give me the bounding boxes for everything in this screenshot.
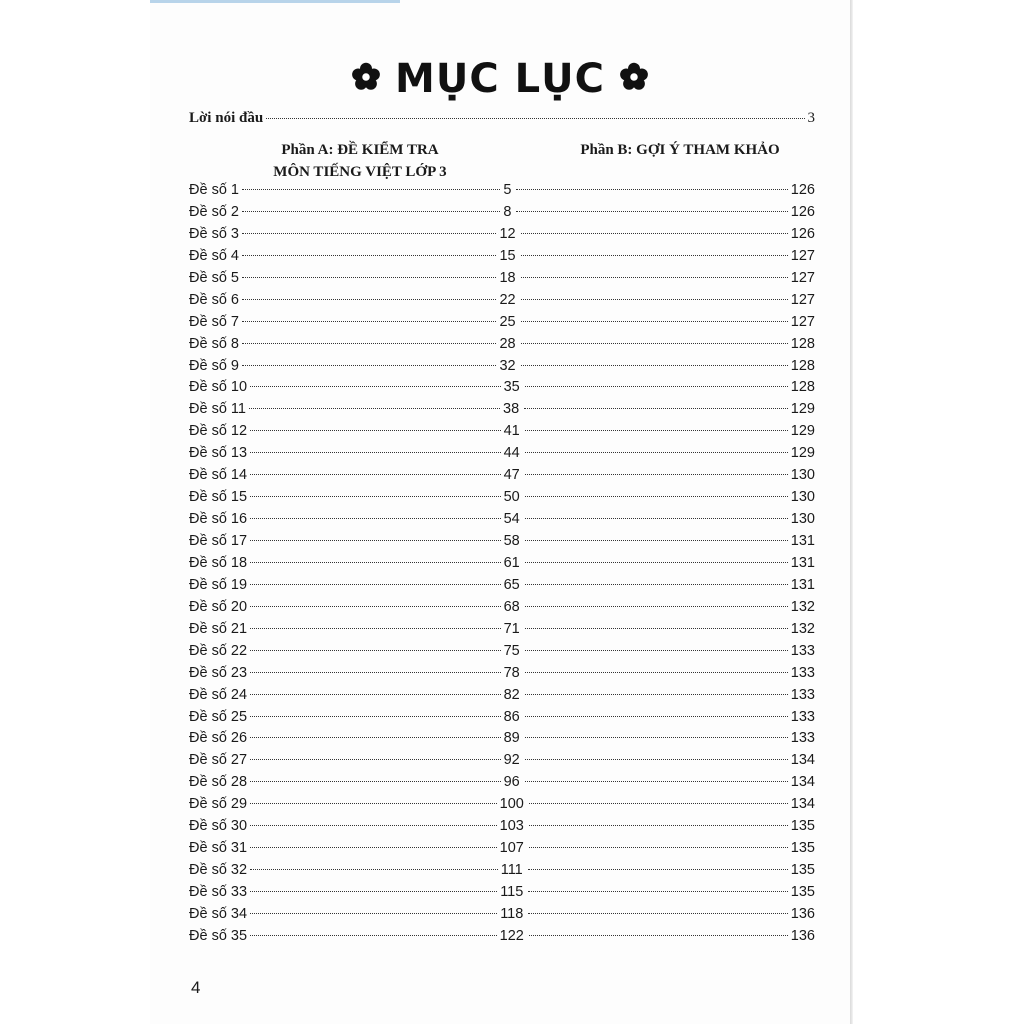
entry-page-b: 129 (790, 401, 815, 418)
dot-leader (250, 496, 501, 497)
entry-page-a: 25 (499, 313, 516, 330)
entry-name: Đề số 7 (189, 313, 239, 330)
entry-page-a: 15 (499, 247, 516, 264)
toc-entry (189, 641, 815, 663)
toc-entry (189, 180, 815, 202)
dot-leader (529, 935, 788, 936)
dot-leader (525, 518, 788, 519)
toc-entry (189, 750, 815, 772)
dot-leader (521, 343, 788, 344)
entry-name: Đề số 26 (189, 730, 248, 747)
entry-name: Đề số 15 (189, 489, 248, 506)
toc-entry (189, 663, 815, 685)
toc-entry (189, 399, 815, 421)
dot-leader (525, 650, 788, 651)
part-b-line1: Phần B: GỢI Ý THAM KHẢO (580, 142, 780, 158)
entry-name: Đề số 23 (189, 664, 248, 681)
dot-leader (525, 694, 788, 695)
toc-entry (189, 356, 815, 378)
entry-page-a: 47 (503, 467, 520, 484)
entry-name: Đề số 1 (189, 182, 239, 198)
entry-name: Đề số 8 (189, 335, 239, 352)
dot-leader (525, 759, 788, 760)
preface-page: 3 (807, 110, 815, 126)
dot-leader (525, 584, 788, 585)
part-a-heading (240, 139, 480, 183)
toc-entry (189, 509, 815, 531)
entry-page-a: 100 (499, 796, 524, 813)
dot-leader (249, 408, 500, 409)
dot-leader (250, 672, 501, 673)
toc-entry (189, 707, 815, 729)
entry-page-a: 89 (503, 730, 520, 747)
dot-leader (250, 628, 501, 629)
entry-page-b: 135 (790, 840, 815, 857)
entry-page-b: 129 (790, 423, 815, 440)
entry-name: Đề số 6 (189, 291, 239, 308)
entry-page-a: 75 (503, 642, 520, 659)
entry-name: Đề số 28 (189, 774, 248, 791)
toc-entry (189, 202, 815, 224)
entry-page-b: 133 (790, 708, 815, 725)
dot-leader (528, 869, 788, 870)
dot-leader (529, 803, 788, 804)
toc-entry (189, 487, 815, 509)
toc-entry (189, 377, 815, 399)
entry-page-a: 71 (503, 620, 520, 637)
entry-name: Đề số 13 (189, 445, 248, 462)
entry-name: Đề số 21 (189, 620, 248, 637)
entry-page-b: 130 (790, 467, 815, 484)
dot-leader (525, 628, 788, 629)
entry-name: Đề số 9 (189, 357, 239, 374)
entry-name: Đề số 25 (189, 708, 248, 725)
entry-page-a: 107 (499, 840, 524, 857)
entry-page-a: 118 (500, 905, 524, 922)
dot-leader (525, 452, 788, 453)
dot-leader (250, 737, 501, 738)
flower-icon (351, 62, 381, 92)
dot-leader (525, 540, 788, 541)
entry-page-b: 135 (790, 884, 815, 900)
toc-entry (189, 246, 815, 268)
title-text: MỤC LỤC (395, 56, 605, 102)
entry-name: Đề số 30 (189, 818, 248, 835)
dot-leader (525, 430, 788, 431)
entry-name: Đề số 14 (189, 467, 248, 484)
dot-leader (250, 781, 501, 782)
dot-leader (521, 255, 788, 256)
toc-entry (189, 268, 815, 290)
page-title (150, 56, 850, 102)
entry-page-a: 32 (499, 357, 516, 374)
toc-entry (189, 553, 815, 575)
toc-entry (189, 443, 815, 465)
page-top-edge (150, 0, 400, 3)
entry-name: Đề số 10 (189, 379, 248, 396)
entry-name: Đề số 17 (189, 533, 248, 549)
preface-entry (189, 110, 815, 127)
entry-page-a: 111 (500, 862, 523, 879)
dot-leader (529, 847, 788, 848)
entry-page-b: 128 (790, 357, 815, 374)
entry-name: Đề số 31 (189, 840, 248, 857)
dot-leader (521, 321, 788, 322)
toc-entry (189, 224, 815, 246)
dot-leader (242, 233, 496, 234)
dot-leader (242, 343, 496, 344)
dot-leader (525, 606, 788, 607)
dot-leader (250, 562, 501, 563)
dot-leader (250, 540, 501, 541)
dot-leader (521, 299, 788, 300)
entry-page-b: 131 (790, 554, 815, 571)
entry-name: Đề số 19 (189, 576, 248, 593)
dot-leader (528, 891, 787, 892)
entry-page-a: 103 (499, 818, 524, 835)
entry-page-b: 126 (790, 182, 815, 198)
dot-leader (250, 584, 501, 585)
entry-page-a: 61 (503, 554, 520, 571)
entry-page-b: 128 (790, 379, 815, 396)
dot-leader (242, 277, 496, 278)
entry-page-b: 131 (790, 533, 815, 549)
dot-leader (242, 365, 496, 366)
toc-entry (189, 575, 815, 597)
entry-page-b: 130 (790, 511, 815, 528)
dot-leader (250, 606, 501, 607)
dot-leader (525, 716, 788, 717)
dot-leader (266, 118, 804, 119)
entry-page-b: 133 (790, 686, 815, 703)
toc-entry (189, 816, 815, 838)
entry-page-a: 86 (503, 708, 520, 725)
entry-name: Đề số 33 (189, 884, 248, 900)
toc-entry (189, 772, 815, 794)
dot-leader (250, 847, 497, 848)
dot-leader (250, 474, 501, 475)
dot-leader (525, 737, 788, 738)
entry-name: Đề số 5 (189, 269, 239, 286)
entry-page-b: 130 (790, 489, 815, 506)
toc-entry (189, 838, 815, 860)
dot-leader (242, 255, 496, 256)
entry-page-a: 92 (503, 752, 520, 769)
entry-page-b: 133 (790, 642, 815, 659)
entry-page-a: 54 (503, 511, 520, 528)
entry-page-b: 135 (790, 818, 815, 835)
preface-label: Lời nói đầu (189, 110, 264, 126)
dot-leader (250, 891, 497, 892)
dot-leader (528, 913, 787, 914)
dot-leader (250, 935, 497, 936)
dot-leader (250, 913, 497, 914)
entry-page-b: 133 (790, 730, 815, 747)
entry-page-a: 5 (503, 182, 512, 198)
toc-entry (189, 597, 815, 619)
dot-leader (525, 496, 788, 497)
entry-page-b: 127 (790, 247, 815, 264)
entry-name: Đề số 27 (189, 752, 248, 769)
entry-page-a: 41 (503, 423, 520, 440)
entry-page-b: 135 (790, 862, 815, 879)
toc-entry (189, 421, 815, 443)
entry-page-b: 134 (790, 752, 815, 769)
entry-page-b: 126 (790, 225, 815, 242)
entry-page-a: 8 (503, 203, 512, 220)
dot-leader (521, 233, 788, 234)
entry-name: Đề số 11 (189, 401, 246, 418)
entry-page-b: 127 (790, 269, 815, 286)
flower-icon (619, 62, 649, 92)
dot-leader (525, 672, 788, 673)
entry-name: Đề số 22 (189, 642, 248, 659)
entry-page-b: 132 (790, 598, 815, 615)
dot-leader (250, 716, 501, 717)
dot-leader (524, 408, 788, 409)
entry-page-b: 131 (790, 576, 815, 593)
entry-name: Đề số 32 (189, 862, 248, 879)
toc-entry (189, 685, 815, 707)
toc-entry (189, 465, 815, 487)
entry-page-a: 65 (503, 576, 520, 593)
dot-leader (250, 386, 501, 387)
toc-entry (189, 926, 815, 948)
entry-page-a: 35 (503, 379, 520, 396)
toc-entry (189, 904, 815, 926)
dot-leader (242, 299, 496, 300)
toc-entry (189, 860, 815, 882)
dot-leader (521, 365, 788, 366)
dot-leader (250, 650, 501, 651)
page-right-edge (850, 0, 853, 1024)
dot-leader (242, 211, 500, 212)
toc-list (189, 180, 815, 948)
entry-name: Đề số 35 (189, 927, 248, 944)
dot-leader (516, 189, 787, 190)
dot-leader (250, 803, 497, 804)
entry-name: Đề số 4 (189, 247, 239, 264)
entry-page-a: 18 (499, 269, 516, 286)
entry-page-a: 115 (500, 884, 524, 900)
page-number: 4 (191, 978, 201, 997)
toc-entry (189, 334, 815, 356)
entry-page-b: 128 (790, 335, 815, 352)
entry-name: Đề số 29 (189, 796, 248, 813)
entry-page-a: 68 (503, 598, 520, 615)
part-a-line2: MÔN TIẾNG VIỆT LỚP 3 (273, 164, 447, 180)
entry-page-b: 136 (790, 905, 815, 922)
dot-leader (250, 694, 501, 695)
entry-page-a: 96 (503, 774, 520, 791)
entry-page-b: 133 (790, 664, 815, 681)
entry-page-b: 136 (790, 927, 815, 944)
part-a-line1: Phần A: ĐỀ KIỂM TRA (281, 142, 439, 158)
dot-leader (525, 562, 788, 563)
entry-page-a: 122 (499, 927, 524, 944)
dot-leader (250, 452, 501, 453)
entry-name: Đề số 12 (189, 423, 248, 440)
entry-page-a: 38 (503, 401, 520, 418)
dot-leader (242, 189, 500, 190)
toc-entry (189, 619, 815, 641)
entry-page-b: 134 (790, 796, 815, 813)
entry-name: Đề số 24 (189, 686, 248, 703)
dot-leader (250, 430, 501, 431)
dot-leader (516, 211, 787, 212)
toc-entry (189, 794, 815, 816)
entry-name: Đề số 34 (189, 905, 248, 922)
entry-page-b: 127 (790, 313, 815, 330)
entry-page-a: 82 (503, 686, 520, 703)
toc-entry (189, 728, 815, 750)
entry-name: Đề số 20 (189, 598, 248, 615)
dot-leader (250, 869, 498, 870)
dot-leader (250, 518, 501, 519)
dot-leader (250, 825, 497, 826)
entry-page-b: 134 (790, 774, 815, 791)
entry-page-a: 50 (503, 489, 520, 506)
dot-leader (250, 759, 501, 760)
entry-name: Đề số 16 (189, 511, 248, 528)
dot-leader (525, 474, 788, 475)
toc-entry (189, 882, 815, 904)
toc-entry (189, 531, 815, 553)
entry-page-a: 44 (503, 445, 520, 462)
entry-page-b: 132 (790, 620, 815, 637)
entry-name: Đề số 2 (189, 203, 239, 220)
dot-leader (525, 781, 788, 782)
entry-page-b: 129 (790, 445, 815, 462)
entry-name: Đề số 3 (189, 225, 239, 242)
entry-page-a: 28 (499, 335, 516, 352)
entry-page-a: 58 (503, 533, 520, 549)
toc-entry (189, 290, 815, 312)
entry-page-b: 127 (790, 291, 815, 308)
dot-leader (525, 386, 788, 387)
entry-page-a: 12 (499, 225, 516, 242)
dot-leader (242, 321, 496, 322)
toc-entry (189, 312, 815, 334)
dot-leader (521, 277, 788, 278)
entry-page-b: 126 (790, 203, 815, 220)
dot-leader (529, 825, 788, 826)
entry-page-a: 22 (499, 291, 516, 308)
part-b-heading (560, 139, 800, 161)
entry-page-a: 78 (503, 664, 520, 681)
entry-name: Đề số 18 (189, 554, 248, 571)
